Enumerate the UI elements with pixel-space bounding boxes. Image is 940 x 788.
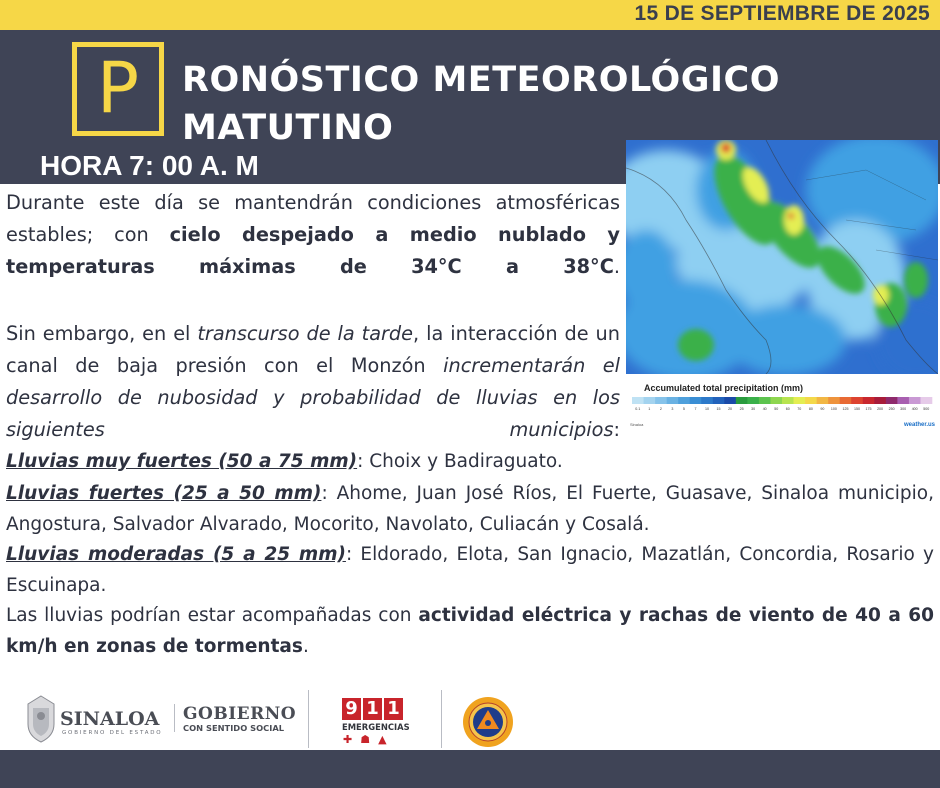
scale-swatch xyxy=(909,397,921,404)
gobierno-wordmark: GOBIERNO xyxy=(183,704,297,724)
proteccion-civil-seal-logo xyxy=(462,696,514,748)
rain-moderate xyxy=(6,539,934,601)
scale-swatch xyxy=(840,397,852,404)
scale-swatch xyxy=(817,397,829,404)
scale-label: 5 xyxy=(682,407,685,411)
scale-swatch xyxy=(736,397,748,404)
e911-digit-3: 1 xyxy=(384,698,403,720)
scale-swatch xyxy=(851,397,863,404)
scale-label: 250 xyxy=(888,407,895,411)
scale-label: 30 xyxy=(751,407,756,411)
rain-moderate-municipalities: : Eldorado, Elota, San Ignacio, Mazatlán, Concordia, Rosario y Escuinapa. xyxy=(6,544,934,596)
scale-swatch xyxy=(690,397,702,404)
title-line-2: MATUTINO xyxy=(182,108,394,148)
closing-bold: actividad eléctrica y rachas de viento de 40 a 60 km/h en zonas de tormentas xyxy=(6,605,935,657)
para2-text-c: : xyxy=(613,418,620,441)
scale-label: 300 xyxy=(900,407,907,411)
para2-text-b: , la interacción de un canal de baja presión con el Monzón xyxy=(6,322,620,377)
closing-text-b: . xyxy=(302,636,309,657)
para1-text-b: . xyxy=(613,255,620,278)
scale-swatch xyxy=(805,397,817,404)
scale-swatch xyxy=(886,397,898,404)
scale-swatch xyxy=(782,397,794,404)
scale-label: 500 xyxy=(923,407,930,411)
closing-text-a: Las lluvias podrían estar acompañadas con xyxy=(6,605,419,626)
map-region: Sinaloa xyxy=(630,422,644,427)
e911-digit-1: 9 xyxy=(342,698,361,720)
rain-moderate-label: Lluvias moderadas (5 a 25 mm) xyxy=(6,544,346,565)
scale-swatch xyxy=(759,397,771,404)
emergencias-911-logo xyxy=(342,698,404,720)
para2-italic-a: transcurso de la tarde xyxy=(197,322,414,345)
rain-heavy-label: Lluvias fuertes (25 a 50 mm) xyxy=(6,483,322,504)
date-band xyxy=(0,0,940,30)
scale-label: 100 xyxy=(830,407,837,411)
scale-swatch xyxy=(747,397,759,404)
scale-label: 400 xyxy=(911,407,918,411)
scale-label: 90 xyxy=(820,407,825,411)
emergency-services-icons: ✚☗▲ xyxy=(343,733,395,746)
logo-divider-2 xyxy=(308,690,309,748)
date-label: 15 DE SEPTIEMBRE DE 2025 xyxy=(634,2,930,25)
rain-heavy-municipalities: : Ahome, Juan José Ríos, El Fuerte, Guasave, Sinaloa municipio, Angostura, Salvador Alvarado, Mocorito, Navolato, Culiacán y Cosalá. xyxy=(6,483,934,535)
scale-label: 150 xyxy=(854,407,860,411)
scale-swatch xyxy=(644,397,656,404)
title-initial-box: P xyxy=(72,42,164,136)
paragraph-stable-conditions xyxy=(6,187,620,283)
scale-label: 125 xyxy=(842,407,849,411)
scale-swatch xyxy=(713,397,725,404)
paragraph-afternoon-rain xyxy=(6,318,620,446)
scale-swatch xyxy=(920,397,932,404)
scale-swatch xyxy=(828,397,840,404)
e911-digit-2: 1 xyxy=(363,698,382,720)
scale-label: 200 xyxy=(877,407,884,411)
footer-band xyxy=(0,750,940,788)
gobierno-subtitle: CON SENTIDO SOCIAL xyxy=(183,723,285,733)
scale-label: 70 xyxy=(797,407,802,411)
scale-swatch xyxy=(863,397,875,404)
scale-swatch xyxy=(794,397,806,404)
scale-swatch xyxy=(632,397,644,404)
scale-label: 0.1 xyxy=(635,407,641,411)
scale-swatch xyxy=(770,397,782,404)
scale-label: 20 xyxy=(728,407,733,411)
scale-swatch xyxy=(678,397,690,404)
scale-swatch xyxy=(667,397,679,404)
scale-label: 80 xyxy=(808,407,813,411)
logo-divider-3 xyxy=(441,690,442,748)
scale-label: 7 xyxy=(694,407,697,411)
paragraph-electric-activity xyxy=(6,600,934,662)
scale-label: 15 xyxy=(716,407,721,411)
scale-swatch xyxy=(897,397,909,404)
scale-label: 3 xyxy=(671,407,674,411)
rain-very-heavy-municipalities: : Choix y Badiraguato. xyxy=(357,451,563,472)
scale-label: 60 xyxy=(785,407,790,411)
map-legend-title: Accumulated total precipitation (mm) xyxy=(644,383,804,393)
emergencias-label: EMERGENCIAS xyxy=(342,722,410,732)
para2-text-a: Sin embargo, en el xyxy=(6,322,198,345)
scale-label: 2 xyxy=(659,407,662,411)
scale-label: 50 xyxy=(774,407,779,411)
scale-label: 175 xyxy=(865,407,872,411)
para2-italic-b: incrementarán el desarrollo de nubosidad y probabilidad de lluvias en los siguientes municipios xyxy=(6,354,620,441)
scale-label: 10 xyxy=(705,407,709,411)
logo-divider-1 xyxy=(174,704,175,732)
title-line-1: RONÓSTICO METEOROLÓGICO xyxy=(182,60,780,100)
map-brand: weather.us xyxy=(904,422,936,428)
para1-bold: cielo despejado a medio nublado y temperaturas máximas de 34°C a 38°C xyxy=(6,223,620,278)
rain-very-heavy-label: Lluvias muy fuertes (50 a 75 mm) xyxy=(6,451,358,472)
rain-heavy xyxy=(6,478,934,540)
forecast-hour: HORA 7: 00 A. M xyxy=(40,150,259,181)
scale-swatch xyxy=(655,397,667,404)
scale-label: 25 xyxy=(739,407,744,411)
precipitation-map xyxy=(626,140,938,430)
scale-swatch xyxy=(724,397,736,404)
sinaloa-subtitle: GOBIERNO DEL ESTADO xyxy=(62,730,163,736)
scale-label: 40 xyxy=(762,407,767,411)
sinaloa-wordmark: SINALOA xyxy=(60,708,160,730)
scale-swatch xyxy=(874,397,886,404)
rain-very-heavy xyxy=(6,446,934,477)
scale-label: 1 xyxy=(648,407,651,411)
scale-swatch xyxy=(701,397,713,404)
para1-text-a: Durante este día se mantendrán condiciones atmosféricas estables; con xyxy=(6,191,620,246)
sinaloa-coat-of-arms-logo xyxy=(24,694,58,744)
